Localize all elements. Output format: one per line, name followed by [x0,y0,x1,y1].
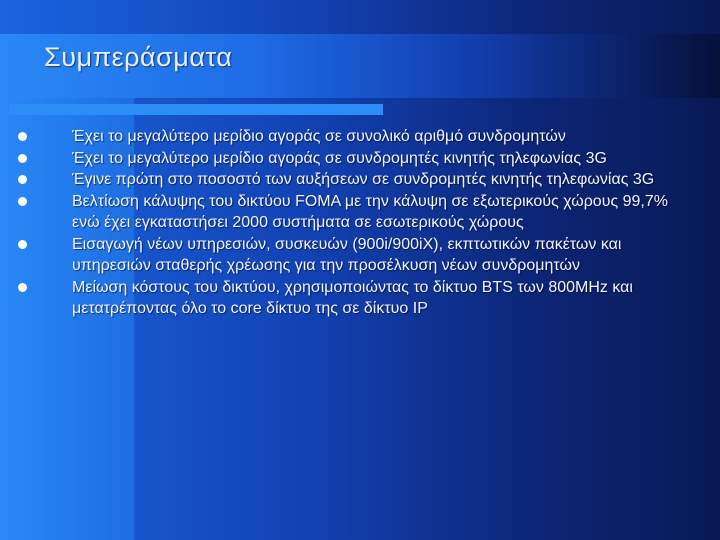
bullet-text: Μείωση κόστους του δικτύου, χρησιμοποιώντας το δίκτυο BTS των 800MHz και μετατρέποντας όλο το core δίκτυο της σε δίκτυο IP [72,278,633,317]
bullet-item [18,191,678,234]
bullet-dot-icon [18,240,27,249]
title-underline-rule [9,104,383,115]
bullet-dot-icon [18,283,27,292]
bullet-item [18,148,678,170]
bullet-item [18,234,678,277]
bullet-text: Έχει το μεγαλύτερο μερίδιο αγοράς σε συνδρομητές κινητής τηλεφωνίας 3G [72,149,607,167]
bullet-dot-icon [18,154,27,163]
bullet-item [18,126,678,148]
bullet-dot-icon [18,197,27,206]
bullet-item [18,277,678,320]
bullet-text: Βελτίωση κάλυψης του δικτύου FOMA με την κάλυψη σε εξωτερικούς χώρους 99,7% ενώ έχει εγκαταστήσει 2000 συστήματα σε εσωτερικούς χώρους [72,192,668,231]
bullet-dot-icon [18,175,27,184]
bullet-item [18,169,678,191]
bullet-text: Εισαγωγή νέων υπηρεσιών, συσκευών (900i/900iX), εκπτωτικών πακέτων και υπηρεσιών σταθερής χρέωσης για την προσέλκυση νέων συνδρομητών [72,235,622,274]
bullet-text: Έγινε πρώτη στο ποσοστό των αυξήσεων σε συνδρομητές κινητής τηλεφωνίας 3G [72,171,655,188]
bullet-text: Έχει το μεγαλύτερο μερίδιο αγοράς σε συνολικό αριθμό συνδρομητών [72,128,566,145]
slide-title: Συμπεράσματα [44,42,233,72]
bullet-list [18,126,678,320]
bullet-dot-icon [18,132,27,141]
